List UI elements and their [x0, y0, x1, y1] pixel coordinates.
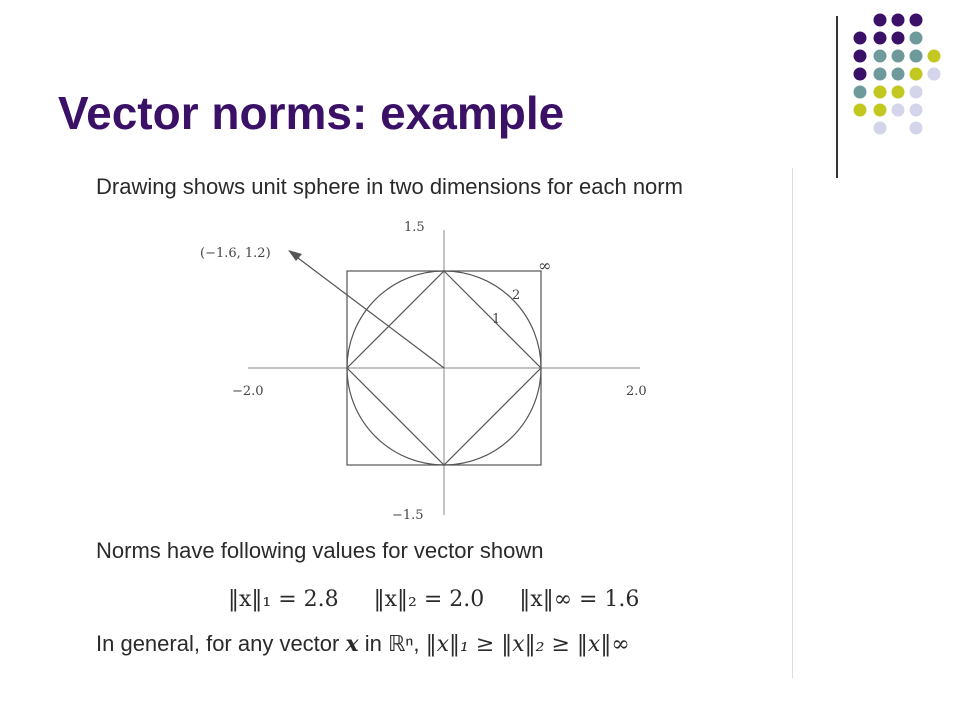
decorative-dot: [910, 14, 923, 27]
norm-equations: [228, 587, 667, 612]
decorative-dot: [928, 68, 941, 81]
decorative-dot: [892, 50, 905, 63]
infinity-norm-equation: ‖x‖∞ = 1.6: [519, 587, 640, 612]
norms-values-text: Norms have following values for vector shown: [96, 538, 544, 563]
decorative-dot: [854, 50, 867, 63]
one-norm-label: 1: [492, 312, 501, 327]
decorative-dot: [892, 104, 905, 117]
decorative-dot: [854, 32, 867, 45]
decorative-dot: [892, 86, 905, 99]
point-label: (−1.6, 1.2): [200, 246, 271, 261]
decorative-dot: [854, 104, 867, 117]
general-statement: [96, 631, 630, 657]
vector-arrow: [294, 255, 444, 368]
decorative-dot: [910, 122, 923, 135]
unit-sphere-diagram: [190, 205, 670, 535]
decorative-dot: [928, 50, 941, 63]
decorative-dot: [874, 86, 887, 99]
decorative-dot: [874, 104, 887, 117]
decorative-dot: [874, 122, 887, 135]
y-min-label: −1.5: [392, 508, 424, 523]
one-norm-equation: ‖x‖₁ = 2.8: [228, 587, 339, 612]
decorative-dot: [910, 32, 923, 45]
general-inequality: ‖x‖₁ ≥ ‖x‖₂ ≥ ‖x‖∞: [425, 632, 630, 657]
decorative-dot: [874, 32, 887, 45]
decorative-dot: [892, 68, 905, 81]
general-mid: in ℝⁿ,: [358, 631, 426, 656]
decorative-dot: [854, 68, 867, 81]
content-divider: [792, 168, 793, 678]
general-variable: x: [345, 631, 359, 657]
two-norm-label: 2: [512, 288, 521, 303]
decorative-dot: [874, 14, 887, 27]
decorative-dot: [910, 86, 923, 99]
x-min-label: −2.0: [232, 384, 264, 399]
decorative-dot: [854, 86, 867, 99]
general-prefix: In general, for any vector: [96, 631, 346, 656]
slide-title: Vector norms: example: [58, 87, 565, 139]
decorative-dot: [892, 14, 905, 27]
decorative-dot: [874, 68, 887, 81]
decorative-dot: [910, 104, 923, 117]
x-max-label: 2.0: [626, 384, 647, 399]
y-max-label: 1.5: [404, 220, 425, 235]
infinity-norm-label: ∞: [538, 256, 552, 275]
two-norm-equation: ‖x‖₂ = 2.0: [373, 587, 485, 612]
decorative-dot: [874, 50, 887, 63]
decorative-dot: [910, 50, 923, 63]
intro-text: Drawing shows unit sphere in two dimensions for each norm: [96, 174, 683, 199]
decorative-dot: [910, 68, 923, 81]
decorative-dot: [892, 32, 905, 45]
